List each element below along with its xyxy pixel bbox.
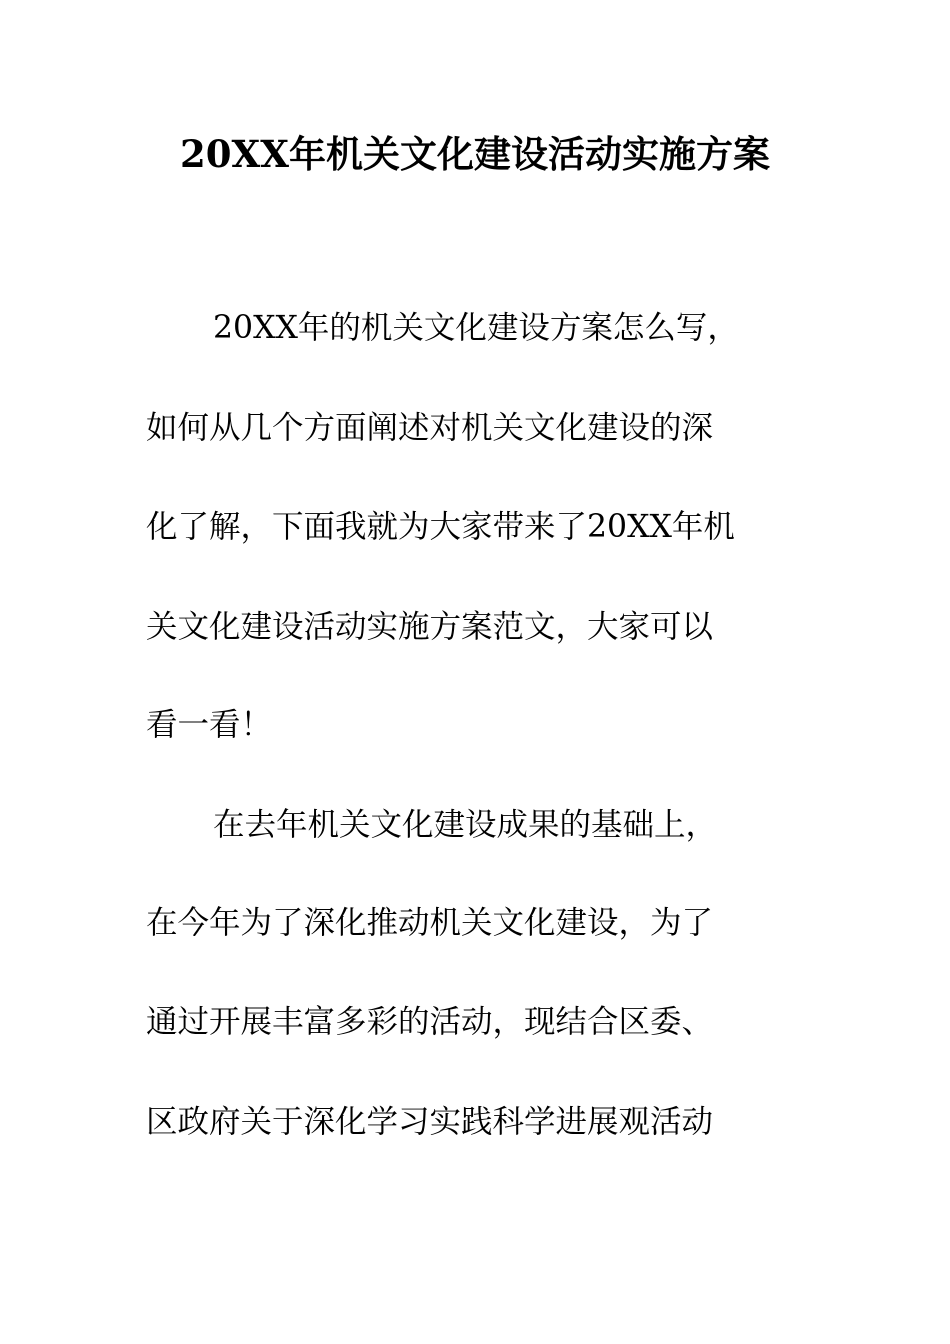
- text-line: 在去年机关文化建设成果的基础上，: [213, 807, 718, 843]
- text-line: 化了解，下面我就为大家带来了20XX年机: [146, 509, 735, 545]
- text-line: 看一看！: [146, 707, 273, 743]
- document-title: 20XX年机关文化建设活动实施方案: [180, 132, 770, 176]
- text-line: 如何从几个方面阐述对机关文化建设的深: [146, 410, 714, 446]
- text-line: 通过开展丰富多彩的活动，现结合区委、: [146, 1004, 714, 1040]
- text-line: 20XX年的机关文化建设方案怎么写，: [213, 310, 739, 346]
- text-line: 关文化建设活动实施方案范文，大家可以: [146, 609, 714, 645]
- text-line: 在今年为了深化推动机关文化建设，为了: [146, 905, 714, 941]
- text-line: 区政府关于深化学习实践科学进展观活动: [146, 1104, 714, 1140]
